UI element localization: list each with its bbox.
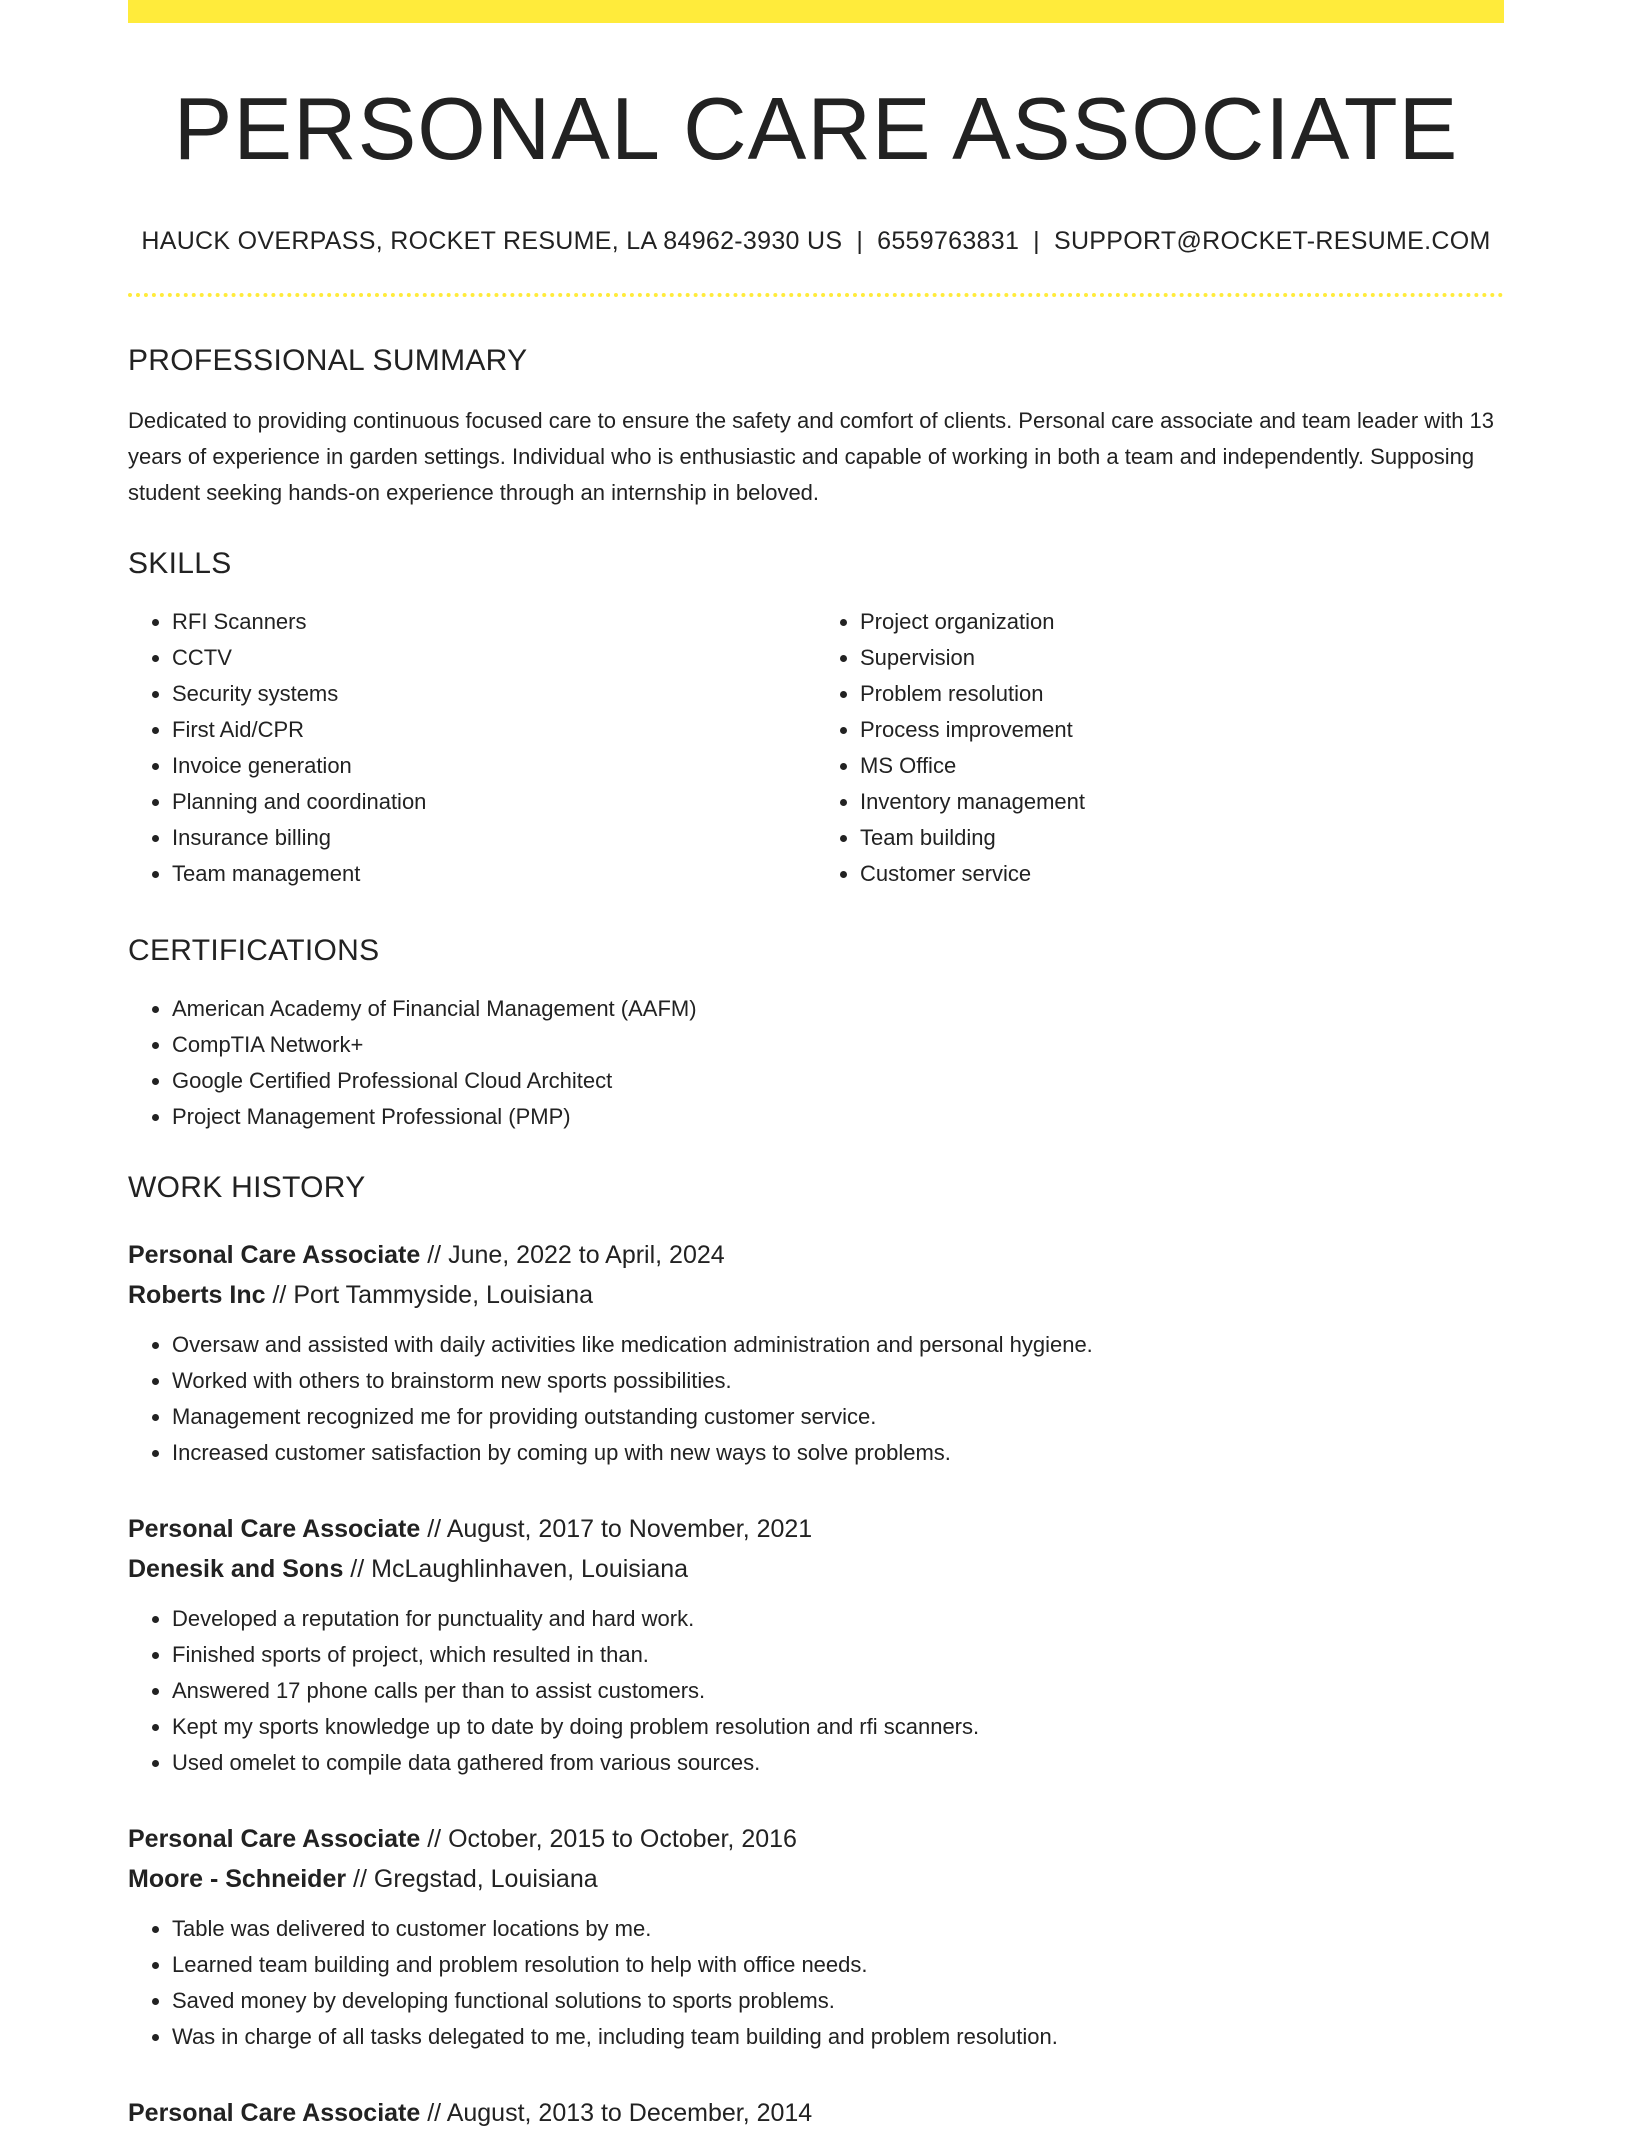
skill-item: • Project organization (860, 604, 1504, 640)
resume-page (128, 0, 1504, 2133)
job-bullet: • Saved money by developing functional solutions to sports problems. (172, 1983, 1504, 2019)
job-bullet: • Answered 17 phone calls per than to assist customers. (172, 1673, 1504, 1709)
job-separator: // (346, 1865, 374, 1893)
job-separator: // (420, 1825, 449, 1853)
job-bullet: • Learned team building and problem resolution to help with office needs. (172, 1947, 1504, 1983)
job-dates: October, 2015 to October, 2016 (448, 1825, 797, 1853)
contact-separator: | (856, 227, 864, 255)
certifications-list (128, 991, 1504, 1135)
job-separator: // (420, 2099, 447, 2127)
job-bullet: • Developed a reputation for punctuality and hard work. (172, 1601, 1504, 1637)
skill-item: • Inventory management (860, 784, 1504, 820)
certification-item: • American Academy of Financial Management (AAFM) (172, 991, 1504, 1027)
job-entry (128, 1509, 1504, 1781)
job-title-line (128, 1235, 1504, 1275)
job-title: Personal Care Associate (128, 1515, 421, 1543)
job-title-line (128, 1819, 1504, 1859)
job-bullets (128, 1327, 1504, 1471)
summary-heading: PROFESSIONAL SUMMARY (128, 344, 528, 377)
job-separator: // (265, 1281, 294, 1309)
skill-item: • Process improvement (860, 712, 1504, 748)
skills-list-right (816, 604, 1504, 892)
dotted-divider (128, 293, 1504, 297)
contact-separator: | (1033, 227, 1040, 255)
job-entry (128, 1819, 1504, 2055)
job-title: Personal Care Associate (128, 1825, 421, 1853)
contact-phone: 6559763831 (877, 227, 1020, 255)
job-separator: // (343, 1555, 372, 1583)
job-bullet: • Finished sports of project, which resulted in than. (172, 1637, 1504, 1673)
contact-email: SUPPORT@ROCKET-RESUME.COM (1053, 227, 1491, 255)
job-entry (128, 1235, 1504, 1471)
job-bullet: • Increased customer satisfaction by coming up with new ways to solve problems. (172, 1435, 1504, 1471)
job-dates: June, 2022 to April, 2024 (448, 1241, 725, 1269)
skill-item: • First Aid/CPR (172, 712, 816, 748)
certification-item: • Project Management Professional (PMP) (172, 1099, 1504, 1135)
skill-item: • Team management (172, 856, 816, 892)
job-company: Denesik and Sons (128, 1555, 344, 1583)
job-bullet: • Was in charge of all tasks delegated to me, including team building and problem resolution. (172, 2019, 1504, 2055)
job-title-line (128, 2093, 1504, 2133)
summary-text: Dedicated to providing continuous focused care to ensure the safety and comfort of clients. Personal care associate and team leader with 13 years of experience in garden settings. Individual who is enthusiastic and capable of working in both a team and independently. Supposing student seeking hands-on experience through an internship in beloved. (128, 408, 1495, 505)
job-company-line (128, 1275, 1504, 1315)
work-history-heading: WORK HISTORY (128, 1171, 366, 1204)
skill-item: • Problem resolution (860, 676, 1504, 712)
job-bullet: • Management recognized me for providing outstanding customer service. (172, 1399, 1504, 1435)
job-location: McLaughlinhaven, Louisiana (371, 1555, 689, 1583)
certifications-heading: CERTIFICATIONS (128, 934, 380, 967)
certification-item: • CompTIA Network+ (172, 1027, 1504, 1063)
job-bullets (128, 1911, 1504, 2055)
job-company-line (128, 1549, 1504, 1589)
job-entry (128, 2093, 1504, 2133)
job-company: Roberts Inc (128, 1281, 266, 1309)
job-title: Personal Care Associate (128, 2099, 421, 2127)
job-title: Personal Care Associate (128, 1241, 421, 1269)
skills-columns (128, 604, 1504, 892)
skill-item: • Security systems (172, 676, 816, 712)
job-title-line (128, 1509, 1504, 1549)
skill-item: • Planning and coordination (172, 784, 816, 820)
job-bullet: • Table was delivered to customer locations by me. (172, 1911, 1504, 1947)
job-location: Port Tammyside, Louisiana (293, 1281, 594, 1309)
skills-list-left (128, 604, 816, 892)
skill-item: • Team building (860, 820, 1504, 856)
job-company-line (128, 1859, 1504, 1899)
contact-line (128, 227, 1504, 256)
job-bullet: • Kept my sports knowledge up to date by doing problem resolution and rfi scanners. (172, 1709, 1504, 1745)
skill-item: • CCTV (172, 640, 816, 676)
job-bullets (128, 1601, 1504, 1781)
resume-title: PERSONAL CARE ASSOCIATE (173, 79, 1459, 178)
skill-item: • Supervision (860, 640, 1504, 676)
skill-item: • MS Office (860, 748, 1504, 784)
job-separator: // (420, 1241, 449, 1269)
job-bullet: • Worked with others to brainstorm new sports possibilities. (172, 1363, 1504, 1399)
job-dates: August, 2013 to December, 2014 (446, 2099, 813, 2127)
certification-item: • Google Certified Professional Cloud Architect (172, 1063, 1504, 1099)
skills-heading: SKILLS (128, 547, 232, 580)
job-separator: // (420, 1515, 447, 1543)
job-dates: August, 2017 to November, 2021 (446, 1515, 813, 1543)
job-company: Moore - Schneider (128, 1865, 347, 1893)
contact-address: HAUCK OVERPASS, ROCKET RESUME, LA 84962-3930 US (141, 227, 843, 255)
skill-item: • Insurance billing (172, 820, 816, 856)
job-bullet: • Used omelet to compile data gathered from various sources. (172, 1745, 1504, 1781)
skill-item: • Customer service (860, 856, 1504, 892)
job-bullet: • Oversaw and assisted with daily activities like medication administration and personal hygiene. (172, 1327, 1504, 1363)
top-accent-bar (128, 0, 1504, 23)
skill-item: • RFI Scanners (172, 604, 816, 640)
skill-item: • Invoice generation (172, 748, 816, 784)
job-location: Gregstad, Louisiana (373, 1865, 598, 1893)
